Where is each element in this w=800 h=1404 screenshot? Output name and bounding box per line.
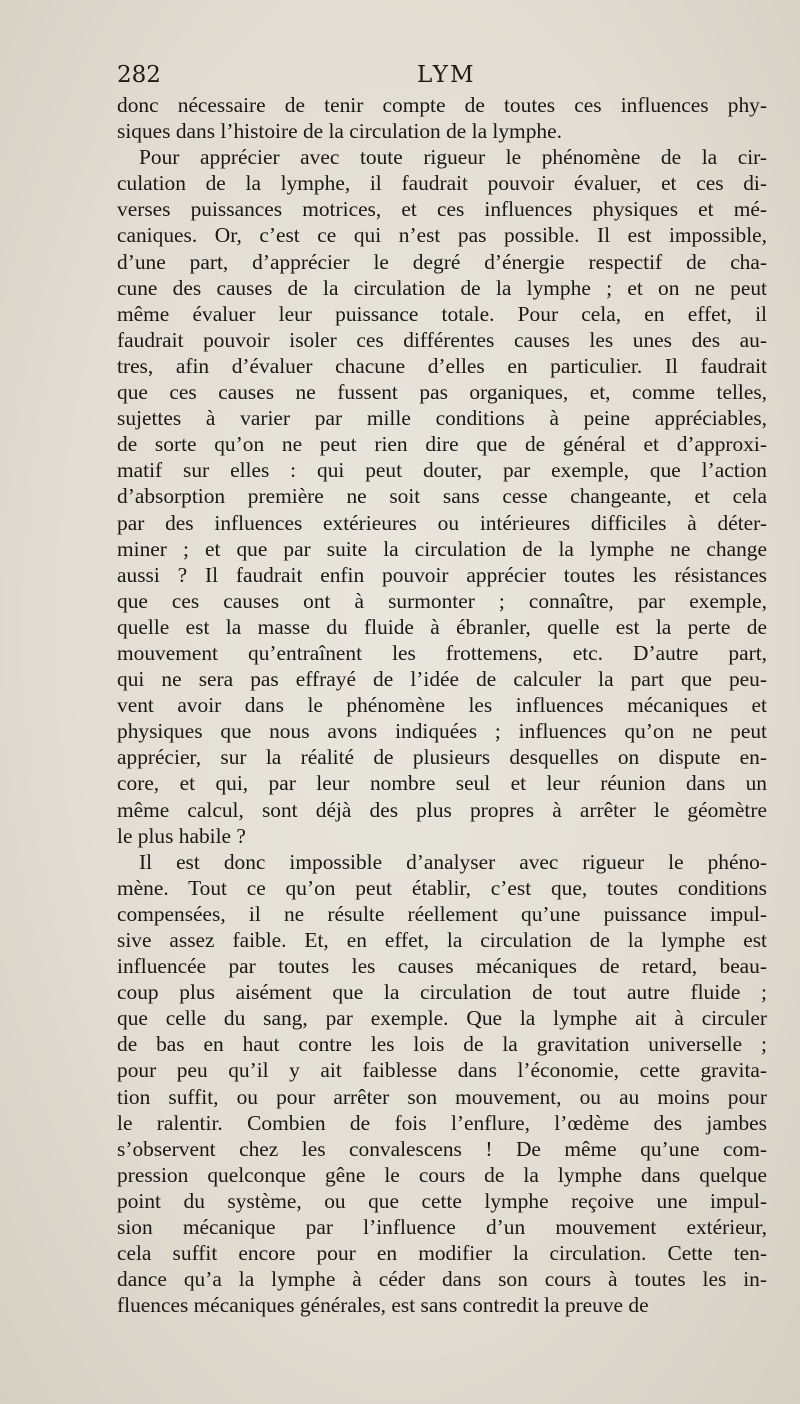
text-line: physiques que nous avons indiquées ; influences qu’on ne peut	[117, 719, 767, 744]
text-line: cune des causes de la circulation de la lymphe ; et on ne peut	[117, 275, 767, 300]
text-line: point du système, ou que cette lymphe reçoive une impul-	[117, 1188, 767, 1213]
text-line: coup plus aisément que la circulation de tout autre fluide ;	[117, 980, 767, 1005]
text-line: Pour apprécier avec toute rigueur le phénomène de la cir-	[139, 145, 767, 170]
text-line: que ces causes ont à surmonter ; connaître, par exemple,	[117, 588, 767, 613]
text-line: s’observent chez les convalescens ! De même qu’une com-	[117, 1136, 767, 1161]
text-line: tres, afin d’évaluer chacune d’elles en particulier. Il faudrait	[117, 353, 767, 378]
text-line: culation de la lymphe, il faudrait pouvoir évaluer, et ces di-	[117, 171, 767, 196]
text-line: quelle est la masse du fluide à ébranler, quelle est la perte de	[117, 614, 767, 639]
text-line: mène. Tout ce qu’on peut établir, c’est que, toutes conditions	[117, 875, 767, 900]
text-line: sujettes à varier par mille conditions à peine appréciables,	[117, 406, 767, 431]
text-line: core, et qui, par leur nombre seul et leur réunion dans un	[117, 771, 767, 796]
text-line: le ralentir. Combien de fois l’enflure, l’œdème des jambes	[117, 1110, 767, 1135]
text-line: pour peu qu’il y ait faiblesse dans l’économie, cette gravita-	[117, 1058, 767, 1083]
text-line: cela suffit encore pour en modifier la circulation. Cette ten-	[117, 1241, 767, 1266]
text-line: de bas en haut contre les lois de la gravitation universelle ;	[117, 1032, 767, 1057]
text-line: d’une part, d’apprécier le degré d’énergie respectif de cha-	[117, 249, 767, 274]
text-line: caniques. Or, c’est ce qui n’est pas possible. Il est impossible,	[117, 223, 767, 248]
text-line: même évaluer leur puissance totale. Pour cela, en effet, il	[117, 301, 767, 326]
text-line: faudrait pouvoir isoler ces différentes causes les unes des au-	[117, 327, 767, 352]
text-line: tion suffit, ou pour arrêter son mouvement, ou au moins pour	[117, 1084, 767, 1109]
text-line: Il est donc impossible d’analyser avec rigueur le phéno-	[139, 849, 767, 874]
page-number: 282	[117, 62, 161, 88]
text-line: miner ; et que par suite la circulation de la lymphe ne change	[117, 536, 767, 561]
text-line: de sorte qu’on ne peut rien dire que de général et d’approxi-	[117, 432, 767, 457]
text-line: fluences mécaniques générales, est sans contredit la preuve de	[117, 1293, 649, 1318]
text-line: aussi ? Il faudrait enfin pouvoir apprécier toutes les résistances	[117, 562, 767, 587]
text-line: mouvement qu’entraînent les frottemens, etc. D’autre part,	[117, 640, 767, 665]
text-line: le plus habile ?	[117, 823, 246, 848]
text-line: vent avoir dans le phénomène les influences mécaniques et	[117, 693, 767, 718]
paragraph	[117, 849, 767, 1319]
text-line: dance qu’a la lymphe à céder dans son cours à toutes les in-	[117, 1267, 767, 1292]
text-line: sive assez faible. Et, en effet, la circulation de la lymphe est	[117, 928, 767, 952]
body-text	[117, 92, 767, 1318]
text-line: donc nécessaire de tenir compte de toutes ces influences phy-	[117, 93, 767, 117]
text-line: verses puissances motrices, et ces influences physiques et mé-	[117, 197, 767, 222]
text-line: que ces causes ne fussent pas organiques, et, comme telles,	[117, 380, 767, 405]
text-line: d’absorption première ne soit sans cesse changeante, et cela	[117, 484, 767, 509]
paragraph	[117, 144, 767, 849]
text-line: sion mécanique par l’influence d’un mouvement extérieur,	[117, 1215, 767, 1240]
text-line: qui ne sera pas effrayé de l’idée de calculer la part que peu-	[117, 667, 767, 692]
text-line: par des influences extérieures ou intérieures difficiles à déter-	[117, 510, 767, 535]
text-line: compensées, il ne résulte réellement qu’une puissance impul-	[117, 901, 767, 926]
running-head: LYM	[417, 62, 476, 88]
text-line: que celle du sang, par exemple. Que la lymphe ait à circuler	[117, 1006, 767, 1031]
text-line: même calcul, sont déjà des plus propres à arrêter le géomètre	[117, 797, 767, 822]
text-line: pression quelconque gêne le cours de la lymphe dans quelque	[117, 1162, 767, 1187]
text-line: apprécier, sur la réalité de plusieurs desquelles on dispute en-	[117, 745, 767, 770]
paragraph	[117, 92, 767, 144]
text-line: matif sur elles : qui peut douter, par exemple, que l’action	[117, 458, 767, 483]
text-line: influencée par toutes les causes mécaniques de retard, beau-	[117, 954, 767, 979]
page-header	[117, 62, 767, 92]
text-line: siques dans l’histoire de la circulation de la lymphe.	[117, 119, 562, 144]
